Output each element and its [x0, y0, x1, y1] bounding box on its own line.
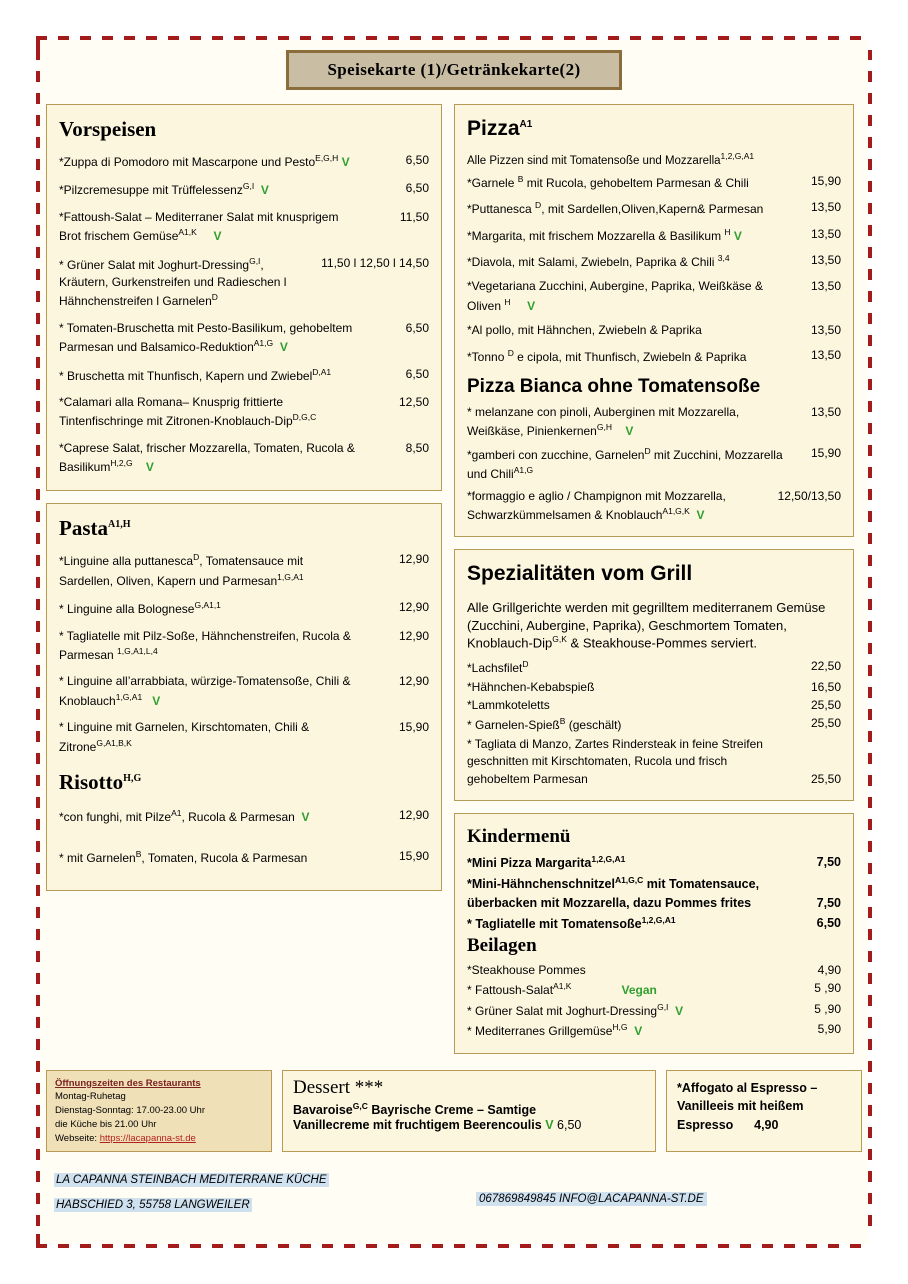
dessert-line-1 — [293, 1101, 645, 1117]
item-price: 7,50 — [816, 855, 841, 869]
item-allergens: H — [724, 226, 731, 237]
menu-item — [59, 599, 429, 618]
veg-mark: V — [634, 1024, 643, 1039]
item-name: *Mini Pizza Margarita — [467, 856, 592, 871]
item-price: 13,50 — [810, 226, 841, 241]
veg-mark: V — [260, 183, 269, 198]
item-allergens: H,G — [612, 1022, 628, 1033]
item-allergens: D — [507, 347, 514, 358]
title-banner — [46, 50, 862, 90]
item-name: *Tonno — [467, 349, 508, 364]
dessert-line-1-cont: Bayrische Creme – Samtige — [367, 1102, 537, 1117]
menu-item — [467, 199, 841, 218]
item-price: 12,50 — [398, 394, 429, 409]
item-allergens: 1,2,G,A1 — [641, 914, 676, 925]
item-price: 15,90 — [398, 720, 429, 735]
item-price: 4,90 — [817, 962, 841, 977]
item-name: * Garnelen-Spieß — [467, 718, 560, 733]
veg-mark: V — [213, 229, 222, 244]
pizza-heading-text: Pizza — [467, 117, 520, 140]
section-pasta-risotto — [46, 503, 442, 890]
item-name: *con funghi, mit Pilze — [59, 809, 172, 824]
dessert-box — [282, 1070, 656, 1153]
item-allergens: D — [644, 445, 651, 456]
pizza-list — [467, 173, 841, 366]
item-price: 12,90 — [398, 674, 429, 689]
section-vorspeisen — [46, 104, 442, 491]
menu-item — [467, 679, 841, 696]
item-name: * melanzane con pinoli, Auberginen mit Mozzarella, Weißkäse, Pinienkernen — [467, 404, 740, 439]
menu-item — [59, 628, 429, 665]
item-name: * Tagliatelle mit Pilz-Soße, Hähnchenstreifen, Rucola & Parmesan — [59, 628, 351, 663]
section-grill — [454, 549, 854, 801]
item-price: 13,50 — [810, 279, 841, 294]
kindermenu-heading: Kindermenü — [467, 826, 571, 847]
item-name: * Fattoush-Salat — [467, 983, 554, 998]
item-price: 12,90 — [398, 628, 429, 643]
item-allergens-2: A1,G — [513, 465, 534, 476]
pizza-heading — [467, 117, 841, 141]
item-price: 6,50 — [405, 366, 429, 381]
menu-item — [467, 980, 841, 999]
item-name-cont: mit Tomatensauce, überbacken mit Mozzarella, dazu Pommes frites — [467, 877, 760, 910]
item-allergens-2: 1,G,A1 — [277, 571, 304, 582]
item-name: *Zuppa di Pomodoro mit Mascarpone und Pesto — [59, 155, 316, 169]
menu-item — [467, 853, 841, 872]
menu-item — [467, 736, 841, 788]
pizza-subtitle-text: Alle Pizzen sind mit Tomatensoße und Mozzarella — [467, 154, 721, 167]
pizza-subtitle-allergens: 1,2,G,A1 — [720, 151, 755, 161]
item-price: 25,50 — [810, 716, 841, 731]
menu-item — [467, 252, 841, 271]
dessert-price: 6,50 — [557, 1117, 582, 1132]
item-name: *Lachsfilet — [467, 661, 523, 676]
bottom-row — [46, 1070, 862, 1153]
item-price: 12,50/13,50 — [777, 488, 841, 503]
item-allergens: D — [193, 552, 200, 563]
dessert-line-1-text: Bavaroise — [293, 1102, 353, 1117]
footer-address-block — [54, 1168, 329, 1216]
item-name-cont: mit Zucchini, Mozzarella und Chili — [467, 447, 783, 482]
item-price: 15,90 — [810, 173, 841, 188]
affogato-price: 4,90 — [754, 1118, 779, 1133]
item-allergens: A1,K — [553, 981, 572, 992]
item-name: * Bruschetta mit Thunfisch, Kapern und Zwiebel — [59, 368, 313, 383]
item-name: *Lammkoteletts — [467, 698, 550, 713]
item-price: 11,50 l 12,50 l 14,50 — [321, 255, 429, 270]
item-name: *Margarita, mit frischem Mozzarella & Basilikum — [467, 228, 725, 243]
item-price: 5 ,90 — [814, 981, 841, 996]
section-pizza — [454, 104, 854, 537]
menu-item — [59, 551, 429, 590]
item-allergens: A1 — [171, 807, 182, 818]
item-allergens: D,G,C — [292, 412, 317, 423]
item-price: 13,50 — [810, 347, 841, 362]
item-allergens: E,G,H — [315, 153, 339, 163]
menu-item — [59, 394, 429, 431]
item-allergens: G,A1,B,K — [96, 737, 132, 748]
item-name: *formaggio e aglio / Champignon mit Mozzarella, Schwarzkümmelsamen & Knoblauch — [467, 488, 726, 522]
menu-item — [59, 152, 429, 171]
menu-item — [59, 807, 429, 826]
item-allergens: D,A1 — [312, 366, 332, 377]
website-link[interactable]: https://lacapanna-st.de — [99, 1132, 196, 1144]
item-price: 25,50 — [810, 771, 841, 786]
item-allergens: 3,4 — [717, 253, 730, 263]
footer-contact: 067869849845 INFO@LACAPANNA-ST.DE — [476, 1192, 707, 1206]
item-price: 12,90 — [398, 807, 429, 822]
item-name: *Hähnchen-Kebabspieß — [467, 679, 595, 694]
dessert-line-2-text: Vanillecreme mit fruchtigem Beerencoulis — [293, 1117, 542, 1132]
menu-item — [59, 440, 429, 477]
veg-mark: V — [301, 809, 310, 824]
right-column — [454, 104, 854, 1066]
item-name: * Grüner Salat mit Joghurt-Dressing — [59, 257, 250, 272]
item-price: 15,90 — [810, 445, 841, 460]
item-name: *Vegetariana Zucchini, Aubergine, Paprika, Weißkäse & Oliven — [467, 279, 763, 313]
item-name: *Linguine alla puttanesca — [59, 554, 194, 569]
item-name: *Diavola, mit Salami, Zwiebeln, Paprika & Chili — [467, 255, 718, 269]
item-price: 7,50 — [816, 895, 841, 910]
item-name-cont: (geschält) — [565, 718, 622, 733]
item-name: *Caprese Salat, frischer Mozzarella, Tomaten, Rucola & Basilikum — [59, 440, 355, 475]
veg-mark: V — [145, 460, 154, 475]
item-name: *gamberi con zucchine, Garnelen — [467, 447, 645, 462]
footer — [46, 1166, 862, 1222]
item-name: *Al pollo, mit Hähnchen, Zwiebeln & Paprika — [467, 323, 702, 338]
item-allergens: A1,G,C — [614, 875, 644, 886]
item-allergens: H — [504, 296, 511, 307]
columns — [46, 104, 862, 1066]
menu-item — [467, 1021, 841, 1040]
kindermenu-list — [467, 853, 841, 933]
item-price: 13,50 — [810, 323, 841, 338]
website-label: Webseite: — [55, 1132, 98, 1144]
item-name: * Tagliata di Manzo, Zartes Rindersteak in feine Streifen geschnitten mit Kirschtomaten, Rucola und frisch gehobeltem Parmesan — [467, 736, 763, 786]
menu-item — [467, 874, 841, 911]
section-kinder-beilagen — [454, 813, 854, 1054]
item-allergens: 1,2,G,A1 — [591, 854, 626, 864]
item-price: 8,50 — [405, 440, 429, 455]
opening-hours-line-1: Montag-Ruhetag — [55, 1091, 126, 1103]
veg-mark: V — [279, 340, 288, 355]
menu-item — [467, 226, 841, 245]
item-name-cont: e cipola, mit Thunfisch, Zwiebeln & Paprika — [513, 349, 747, 364]
item-price: 6,50 — [405, 181, 429, 196]
item-name: *Mini-Hähnchenschnitzel — [467, 877, 615, 892]
opening-hours-box — [46, 1070, 272, 1153]
grill-intro-allergens: G,K — [552, 634, 567, 645]
grill-heading: Spezialitäten vom Grill — [467, 562, 693, 586]
affogato-box — [666, 1070, 862, 1153]
item-name: *Steakhouse Pommes — [467, 962, 586, 977]
veg-mark: V — [545, 1117, 554, 1132]
item-price: 5 ,90 — [814, 1001, 841, 1016]
item-name-cont: , Kräutern, Gurkenstreifen und Radieschen l Hähnchenstreifen l Garnelen — [59, 257, 287, 309]
opening-hours-line-2: Dienstag-Sonntag: 17.00-23.00 Uhr — [55, 1105, 205, 1117]
page-title: Speisekarte (1)/Getränkekarte(2) — [327, 60, 581, 79]
menu-item — [59, 320, 429, 357]
item-price: 5,90 — [817, 1022, 841, 1037]
vorspeisen-heading: Vorspeisen — [59, 117, 157, 141]
item-allergens: D — [535, 200, 542, 211]
item-name-cont: , Tomaten, Rucola & Parmesan — [141, 851, 308, 866]
grill-intro — [467, 599, 841, 652]
grill-intro-text: Alle Grillgerichte werden mit gegrilltem mediterranem Gemüse (Zucchini, Aubergine, Paprika), Geschmortem Tomaten, Knoblauch-Dip — [467, 600, 826, 651]
restaurant-address: HABSCHIED 3, 55758 LANGWEILER — [56, 1198, 250, 1211]
item-price: 6,50 — [816, 915, 841, 930]
item-name: *Pilzcremesuppe mit Trüffelessenz — [59, 183, 243, 198]
item-price: 13,50 — [810, 200, 841, 215]
item-allergens: B — [517, 173, 524, 184]
menu-item — [59, 719, 429, 756]
veg-mark: V — [625, 424, 634, 439]
dessert-line-2 — [293, 1118, 645, 1132]
item-name: *Garnele — [467, 175, 518, 190]
pasta-heading-allergens: A1,H — [108, 519, 131, 531]
website-line — [55, 1132, 263, 1146]
item-name: * Tomaten-Bruschetta mit Pesto-Basilikum, gehobeltem Parmesan und Balsamico-Reduktion — [59, 320, 353, 355]
item-price: 6,50 — [405, 153, 429, 167]
item-allergens: G,H — [596, 422, 612, 433]
item-price: 16,50 — [810, 679, 841, 694]
item-price: 15,90 — [398, 849, 429, 864]
item-allergens: B — [135, 849, 142, 860]
menu-item — [467, 715, 841, 734]
item-price: 12,90 — [398, 552, 429, 567]
grill-intro-text-2: & Steakhouse-Pommes serviert. — [566, 635, 757, 651]
item-allergens-2: D — [211, 292, 218, 303]
menu-item — [467, 488, 841, 525]
menu-item — [467, 347, 841, 366]
item-name: * Grüner Salat mit Joghurt-Dressing — [467, 1003, 658, 1018]
item-allergens: 1,G,A1 — [115, 691, 143, 702]
veg-mark: V — [152, 693, 161, 708]
menu-item — [467, 278, 841, 315]
item-price: 13,50 — [810, 253, 841, 267]
item-allergens: G,I — [657, 1001, 669, 1012]
item-allergens: D — [522, 659, 529, 670]
item-allergens: G,A1,1 — [194, 600, 221, 611]
risotto-heading — [59, 770, 429, 795]
item-allergens: 1,G,A1,L,4 — [117, 646, 158, 657]
risotto-heading-text: Risotto — [59, 769, 124, 794]
menu-item — [467, 697, 841, 714]
affogato-line-3 — [677, 1116, 851, 1135]
item-price: 12,90 — [398, 600, 429, 615]
menu-content — [46, 46, 862, 1238]
menu-item — [467, 322, 841, 339]
opening-hours-heading: Öffnungszeiten des Restaurants — [55, 1077, 201, 1089]
title-box — [286, 50, 621, 90]
restaurant-name: LA CAPANNA STEINBACH MEDITERRANE KÜCHE — [56, 1174, 327, 1187]
menu-item — [59, 255, 429, 311]
menu-item — [59, 366, 429, 385]
item-price: 25,50 — [810, 698, 841, 713]
item-name: *Puttanesca — [467, 202, 536, 217]
affogato-line-3-text: Espresso — [677, 1118, 734, 1133]
item-price: 11,50 — [399, 209, 429, 224]
menu-item — [59, 209, 429, 246]
item-name: * Linguine all’arrabbiata, würzige-Tomatensoße, Chili & Knoblauch — [59, 674, 351, 708]
veg-mark: V — [341, 155, 350, 169]
item-name: * Linguine alla Bolognese — [59, 602, 195, 617]
pizza-heading-allergens: A1 — [519, 119, 533, 130]
item-name: * mit Garnelen — [59, 851, 136, 866]
menu-item — [467, 173, 841, 192]
item-name: * Mediterranes Grillgemüse — [467, 1024, 613, 1039]
item-allergens: A1,G — [253, 338, 274, 349]
pizza-subtitle — [467, 151, 841, 167]
opening-hours-line-3: die Küche bis 21.00 Uhr — [55, 1118, 157, 1130]
risotto-heading-allergens: H,G — [123, 772, 142, 784]
item-allergens: H,2,G — [110, 458, 133, 469]
menu-item — [59, 848, 429, 867]
menu-item — [467, 404, 841, 441]
item-price: 13,50 — [810, 404, 841, 419]
pizza-bianca-heading: Pizza Bianca ohne Tomatensoße — [467, 375, 761, 397]
item-allergens: A1,G,K — [662, 505, 690, 516]
veg-mark: V — [527, 298, 536, 313]
menu-item — [59, 673, 429, 710]
item-name: * Tagliatelle mit Tomatensoße — [467, 916, 642, 931]
veg-mark: Vegan — [621, 983, 657, 998]
item-allergens: A1,K — [178, 227, 197, 238]
beilagen-heading: Beilagen — [467, 934, 537, 956]
menu-item — [467, 445, 841, 484]
pasta-heading — [59, 516, 429, 541]
dessert-heading: Dessert *** — [293, 1076, 384, 1098]
item-allergens: B — [559, 716, 566, 727]
veg-mark: V — [733, 228, 742, 243]
beilagen-list — [467, 962, 841, 1041]
dessert-allergens: G,C — [352, 1100, 368, 1111]
veg-mark: V — [675, 1003, 684, 1018]
item-allergens: G,I — [242, 181, 255, 192]
pasta-heading-text: Pasta — [59, 516, 108, 541]
left-column — [46, 104, 442, 903]
item-name-cont: mit Rucola, gehobeltem Parmesan & Chili — [523, 175, 749, 190]
affogato-line-1: *Affogato al Espresso – — [677, 1080, 818, 1095]
item-allergens: G,I — [249, 255, 261, 266]
menu-item — [467, 914, 841, 933]
menu-item — [467, 962, 841, 979]
item-name: * Linguine mit Garnelen, Kirschtomaten, Chili & Zitrone — [59, 720, 310, 754]
veg-mark: V — [696, 507, 705, 522]
item-name: *Calamari alla Romana– Knusprig frittierte Tintenfischringe mit Zitronen-Knoblauch-Dip — [59, 394, 293, 429]
item-price: 22,50 — [810, 659, 841, 674]
item-price: 6,50 — [405, 320, 429, 335]
item-name: *Fattoush-Salat – Mediterraner Salat mit knusprigem Brot frischem Gemüse — [59, 209, 339, 244]
item-name-cont: , mit Sardellen,Oliven,Kapern& Parmesan — [541, 202, 764, 217]
item-name-cont: , Tomatensauce mit Sardellen, Oliven, Kapern und Parmesan — [59, 554, 304, 588]
item-name-cont: , Rucola & Parmesan — [181, 809, 295, 824]
menu-item — [467, 658, 841, 677]
menu-item — [467, 1001, 841, 1020]
menu-item — [59, 180, 429, 199]
affogato-line-2: Vanilleeis mit heißem — [677, 1099, 804, 1114]
